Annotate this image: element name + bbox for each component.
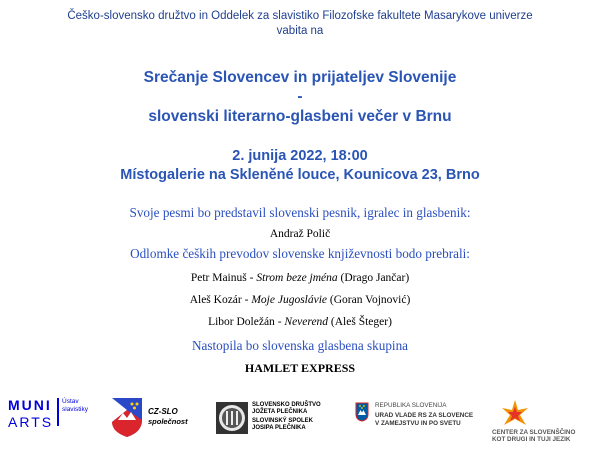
czslo-line-1: CZ-SLO [148, 407, 178, 416]
title-line-2: slovenski literarno-glasbeni večer v Brnu [148, 108, 452, 125]
muni-label-1: Ústav [62, 398, 79, 405]
music-intro: Nastopila bo slovenska glasbena skupina [191, 338, 409, 353]
reader-work: Moje Jugoslávie [251, 294, 328, 306]
center-logo [492, 399, 598, 445]
reader-line: Aleš Kozár - Moje Jugoslávie (Goran Vojnović) [189, 294, 411, 306]
band-name: HAMLET EXPRESS [244, 361, 356, 375]
reader-author: (Goran Vojnović) [327, 294, 411, 306]
plecnik-emblem-icon [216, 402, 248, 434]
muni-label-2: slavistiky [62, 406, 89, 413]
plecnik-logo [216, 402, 341, 442]
plecnik-line-3: SLOVINSKÝ SPOLEK [252, 418, 314, 424]
czslo-line-2: společnost [148, 417, 188, 426]
czslo-logo [110, 396, 210, 440]
poet-name: Andraž Polič [269, 228, 331, 240]
title-separator: - [297, 88, 303, 105]
reader-name: Aleš Kozár [189, 294, 242, 306]
plecnik-line-2: JOŽETA PLEČNIKA [252, 409, 308, 415]
event-date: 2. junija 2022, 18:00 [232, 148, 368, 164]
reader-work: Neverend [284, 316, 329, 328]
urad-line-3: V ZAMEJSTVU IN PO SVETU [375, 420, 461, 427]
intro-line-1: Češko-slovensko družtvo in Oddelek za slavistiko Filozofske fakultete Masarykove univerze [67, 10, 533, 22]
center-line-2: KOT DRUGI IN TUJI JEZIK [492, 436, 571, 443]
center-line-1: CENTER ZA SLOVENŠČINO [492, 429, 576, 436]
reader-author: (Aleš Šteger) [328, 316, 392, 328]
plecnik-line-1: SLOVENSKO DRUŠTVO [252, 402, 321, 408]
urad-logo [355, 402, 475, 442]
reader-name: Petr Mainuš [190, 272, 247, 284]
translations-intro: Odlomke čeških prevodov slovenske književnosti bodo prebrali: [130, 246, 470, 261]
title-line-1: Srečanje Slovencev in prijateljev Slovenije [143, 69, 457, 86]
reader-author: (Drago Jančar) [337, 272, 410, 284]
center-star-icon [500, 399, 530, 427]
plecnik-line-4: JOSIPA PLEČNIKA [252, 425, 306, 431]
muni-logo-bottom: ARTS [8, 414, 54, 430]
poet-intro: Svoje pesmi bo predstavil slovenski pesnik, igralec in glasbenik: [129, 205, 471, 220]
muni-divider [57, 398, 59, 426]
muni-arts-logo [8, 398, 88, 434]
reader-line: Libor Doležán - Neverend (Aleš Šteger) [208, 316, 392, 328]
reader-work: Strom beze jména [256, 272, 338, 284]
slovenia-coat-of-arms-icon [355, 402, 369, 422]
muni-logo-top: MUNI [8, 397, 52, 413]
czslo-emblem-icon [110, 396, 144, 438]
intro-line-2: vabita na [276, 25, 324, 37]
reader-name: Libor Doležán [208, 316, 275, 328]
event-venue: Místogalerie na Skleněné louce, Kounicova 23, Brno [120, 167, 480, 183]
urad-line-1: REPUBLIKA SLOVENIJA [375, 402, 447, 409]
reader-line: Petr Mainuš - Strom beze jména (Drago Jančar) [190, 272, 410, 284]
urad-line-2: URAD VLADE RS ZA SLOVENCE [375, 412, 474, 419]
